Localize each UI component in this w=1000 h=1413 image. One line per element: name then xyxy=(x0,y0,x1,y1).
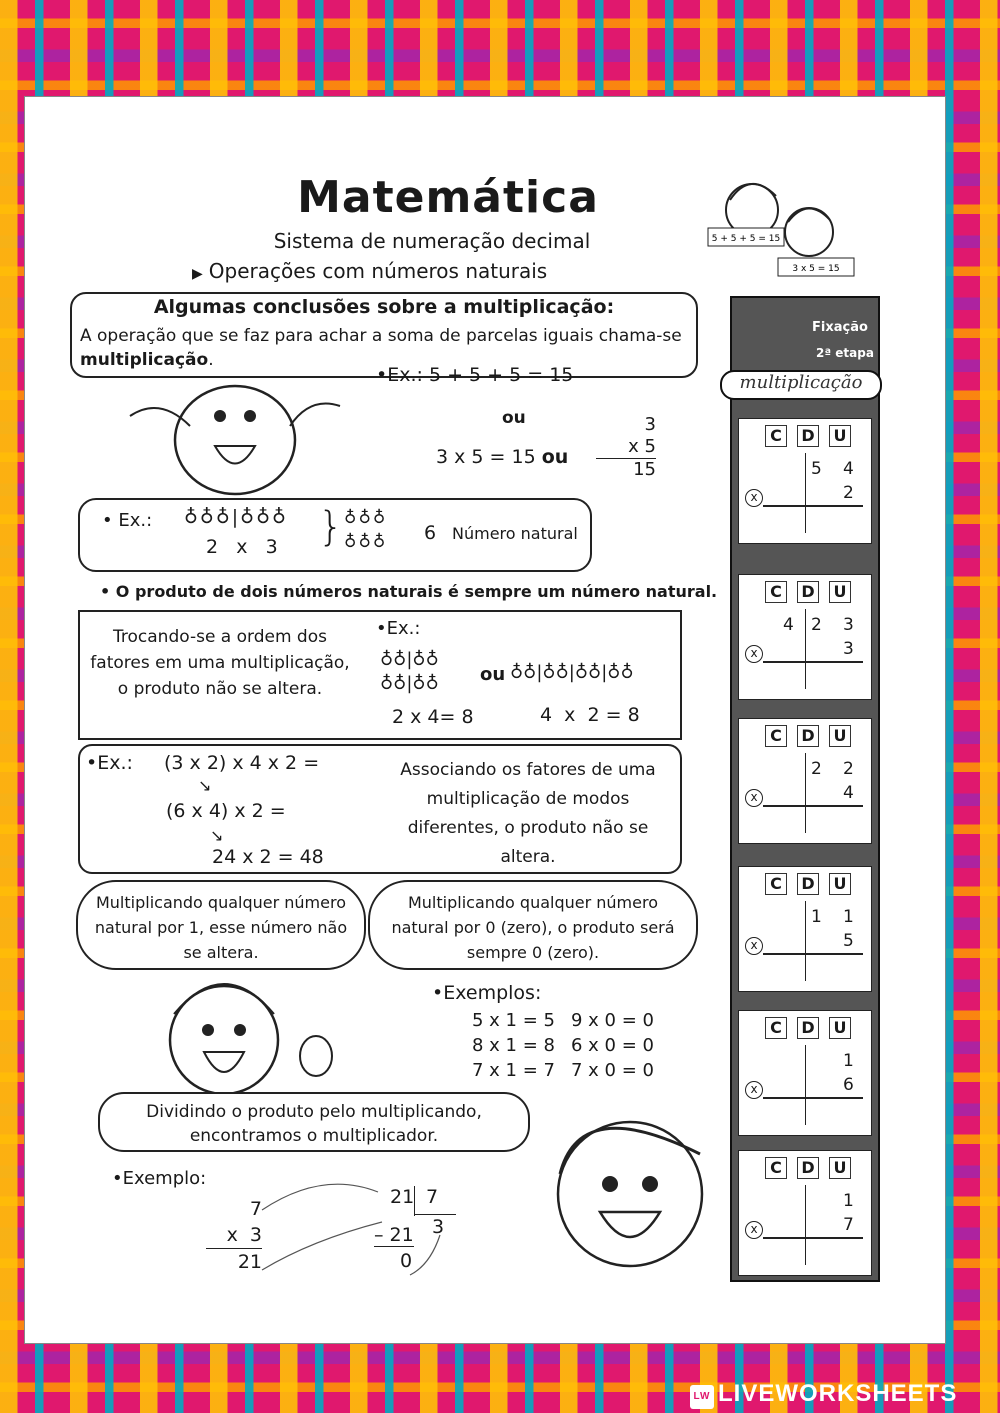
column-header: D xyxy=(797,425,819,447)
example2-result: 6 xyxy=(424,522,437,544)
kids-illustration xyxy=(704,170,859,285)
example2-label: • Ex.: xyxy=(102,510,153,531)
example1-column: 3 x 5 15 xyxy=(596,414,656,481)
column-header: C xyxy=(765,1157,787,1179)
sidebar-heading: Fixação xyxy=(812,320,868,335)
column-header: U xyxy=(829,581,851,603)
fixation-sidebar xyxy=(730,296,880,1282)
exercise-card[interactable] xyxy=(738,866,872,992)
card-digit: 1 xyxy=(843,1051,854,1071)
column-header: C xyxy=(765,425,787,447)
card-digit: 5 xyxy=(811,459,822,479)
commutative-box xyxy=(78,610,682,740)
example1-product: 3 x 5 = 15 ou xyxy=(436,446,569,468)
exercise-card[interactable] xyxy=(738,718,872,844)
examples-label: •Exemplos: xyxy=(432,982,542,1004)
card-digit: 3 xyxy=(843,639,854,659)
card-digit: 4 xyxy=(783,615,794,635)
page-subtitle: Sistema de numeração decimal xyxy=(273,229,591,253)
intro-title: Algumas conclusões sobre a multiplicação: xyxy=(153,296,615,318)
arrow-icon: ↘ xyxy=(210,826,224,845)
curly-boy-illustration xyxy=(530,1094,726,1284)
card-digit: 5 xyxy=(843,931,854,951)
brace-icon: } xyxy=(318,504,344,550)
commutative-eq1: 2 x 4= 8 xyxy=(392,706,474,728)
page-topic: ▶ Operações com números naturais xyxy=(192,259,548,283)
table-row: 8 x 1 = 8 6 x 0 = 0 xyxy=(472,1035,654,1056)
identity-one-bubble: Multiplicando qualquer número natural por 1, esse número não se altera. xyxy=(76,880,366,970)
card-digit: 7 xyxy=(843,1215,854,1235)
commutative-ou: ou xyxy=(480,664,506,685)
multiply-circle-icon: x xyxy=(745,937,763,955)
column-header: D xyxy=(797,873,819,895)
commutative-eq2: 4 x 2 = 8 xyxy=(540,704,640,726)
example2-note: Número natural xyxy=(452,524,578,543)
sidebar-banner: multiplicação xyxy=(720,370,882,400)
example1-ou: ou xyxy=(502,408,526,428)
card-digit: 6 xyxy=(843,1075,854,1095)
associative-line2: (6 x 4) x 2 = xyxy=(166,800,286,822)
card-digit: 1 xyxy=(843,907,854,927)
column-header: U xyxy=(829,1017,851,1039)
triangle-bullet-icon: ▶ xyxy=(192,266,203,282)
exercise-card[interactable] xyxy=(738,1010,872,1136)
column-header: D xyxy=(797,1157,819,1179)
multiply-circle-icon: x xyxy=(745,1081,763,1099)
associative-box xyxy=(78,744,682,874)
card-digit: 4 xyxy=(843,783,854,803)
division-label: •Exemplo: xyxy=(112,1168,207,1189)
card-digit: 1 xyxy=(843,1191,854,1211)
kid-sign-1: 5 + 5 + 5 = 15 xyxy=(711,234,781,244)
associative-label: •Ex.: xyxy=(86,752,133,774)
boy-character-illustration xyxy=(104,974,334,1100)
associative-text: Associando os fatores de uma multiplicação de modos diferentes, o produto não se altera. xyxy=(400,760,656,867)
pear-grid-icon: ♁♁|♁♁ ♁♁|♁♁ xyxy=(380,649,439,694)
examples-table xyxy=(472,1008,670,1083)
card-digit: 2 xyxy=(843,483,854,503)
multiplication-column: 7 x 3 21 xyxy=(206,1196,262,1275)
pear-row-icon: ♁♁|♁♁|♁♁|♁♁ xyxy=(510,662,634,683)
division-arrows xyxy=(260,1180,450,1280)
sidebar-stage: 2ª etapa xyxy=(816,346,874,360)
pear-grid-icon: ♁♁♁ ♁♁♁ xyxy=(344,508,388,552)
card-digit: 2 xyxy=(843,759,854,779)
commutative-label: •Ex.: xyxy=(376,618,421,639)
card-digit: 4 xyxy=(843,459,854,479)
exercise-card[interactable] xyxy=(738,418,872,544)
exercise-card[interactable] xyxy=(738,1150,872,1276)
column-header: C xyxy=(765,581,787,603)
card-digit: 1 xyxy=(811,907,822,927)
bullet-icon: • xyxy=(376,364,388,386)
card-digit: 2 xyxy=(811,615,822,635)
kid-sign-2: 3 x 5 = 15 xyxy=(792,264,840,274)
page-title: Matemática xyxy=(297,172,599,223)
table-row: 5 x 1 = 5 9 x 0 = 0 xyxy=(472,1010,654,1031)
column-header: U xyxy=(829,725,851,747)
liveworksheets-logo: LW LIVEWORKSHEETS xyxy=(690,1380,957,1409)
natural-product-fact: • O produto de dois números naturais é sempre um número natural. xyxy=(100,582,718,601)
column-header: D xyxy=(797,581,819,603)
example1-sum: •Ex.: 5 + 5 + 5 = 15 xyxy=(376,364,574,386)
intro-text: A operação que se faz para achar a soma de parcelas iguais chama-se multiplicação. xyxy=(80,326,682,370)
multiply-circle-icon: x xyxy=(745,1221,763,1239)
card-digit: 3 xyxy=(843,615,854,635)
table-row: 7 x 1 = 7 7 x 0 = 0 xyxy=(472,1060,654,1081)
commutative-text: Trocando-se a ordem dos fatores em uma multiplicação, o produto não se altera. xyxy=(90,627,350,699)
multiply-circle-icon: x xyxy=(745,489,763,507)
exercise-card[interactable] xyxy=(738,574,872,700)
multiply-circle-icon: x xyxy=(745,789,763,807)
example2-box xyxy=(78,498,592,572)
example2-factors: 2 x 3 xyxy=(206,536,278,558)
column-header: U xyxy=(829,1157,851,1179)
arrow-icon: ↘ xyxy=(198,776,212,795)
associative-line1: (3 x 2) x 4 x 2 = xyxy=(164,752,320,774)
column-header: C xyxy=(765,725,787,747)
potato-character-illustration xyxy=(110,376,360,500)
column-header: C xyxy=(765,1017,787,1039)
associative-line3: 24 x 2 = 48 xyxy=(212,846,324,868)
liveworksheets-icon: LW xyxy=(690,1385,714,1409)
column-header: C xyxy=(765,873,787,895)
column-header: U xyxy=(829,425,851,447)
column-header: D xyxy=(797,1017,819,1039)
multiply-circle-icon: x xyxy=(745,645,763,663)
division-bubble: Dividindo o produto pelo multiplicando, encontramos o multiplicador. xyxy=(98,1092,530,1152)
card-digit: 2 xyxy=(811,759,822,779)
column-header: D xyxy=(797,725,819,747)
identity-zero-bubble: Multiplicando qualquer número natural por 0 (zero), o produto será sempre 0 (zero). xyxy=(368,880,698,970)
pear-group-icon: ♁♁♁|♁♁♁ xyxy=(184,506,288,528)
column-header: U xyxy=(829,873,851,895)
examples-block xyxy=(432,982,670,1083)
